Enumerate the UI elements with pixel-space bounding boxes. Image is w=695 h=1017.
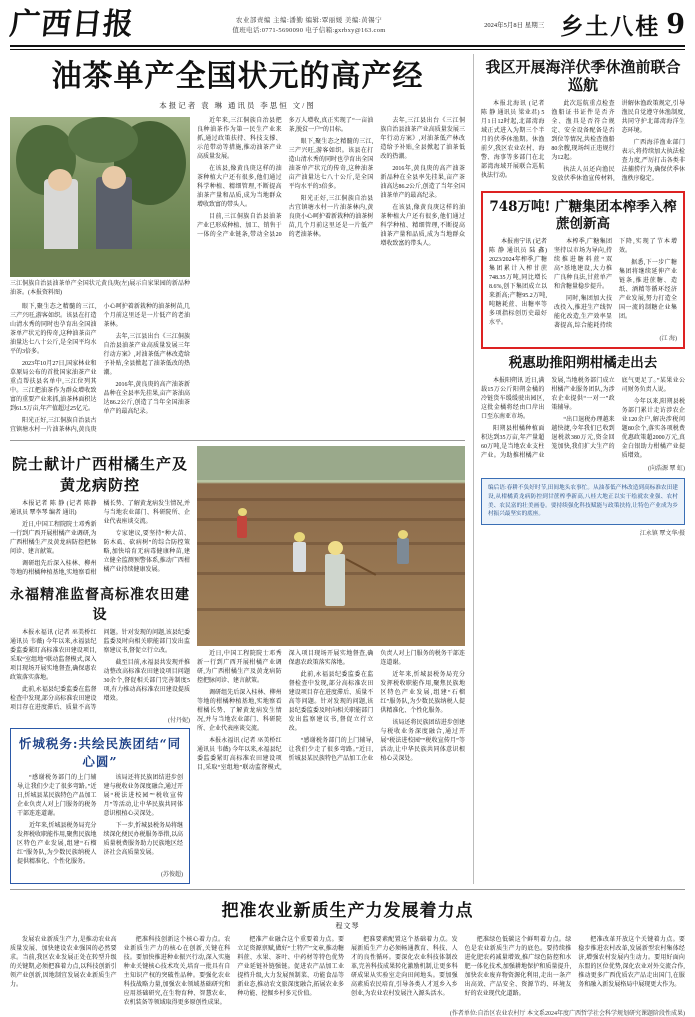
story3-para-1c: 此前,永福县纪委监委在监督检查中发现,部分高标准农田建设项目存在进度滞后、质量不高等问题。针对发现的问题,该县纪委监委及时向相关职能部门发出监察建议书,督促立行立改。 xyxy=(288,671,374,732)
editor-note xyxy=(481,478,685,526)
orange-headline: 税惠助推阳朔柑橘走出去 xyxy=(508,354,658,371)
lead-para-6: 在该县,像黄良庚这样的油茶种植大户还有很多,他们通过科学种植、精细管理,不断提高油茶产量和品质,成为当地群众增收致富的带头人。 xyxy=(197,166,282,208)
story3-para-0: 本报永福讯 (记者 巫美桥红 通讯员 韦薇) 今年以来,永福县纪委监委紧盯高标准农田建设项目,采取“室组地”联动监督模式,深入项目现场开展实地督查,确保惠农政策落实落地。 xyxy=(10,629,97,681)
bottom-headline: 把准农业新质生产力发展着力点 xyxy=(221,900,474,921)
lead-para-0: 眼下,聚生态之精髓的三江,三产兴旺,游客如织。该县在打造山清水秀的同时也孕育出全国油茶单产状元的传奇,这种油茶亩产油量达七八十公斤,是全国平均水平的3倍多。 xyxy=(10,303,97,355)
bottom-para-1: 把准科技创新这个核心着力点。农业新质生产力的核心在创新,关键在科技。要加快推进种业振兴行动,深入实施种业关键核心技术攻关,培育一批具有自主知识产权的突破性品种。要强化农业科技战略力量,加强农业领域基础研究和应用基础研究,在生物育种、智慧农业、农机装备等领域取得更多原创性成果。 xyxy=(123,936,231,1006)
lead-para-2: 阳光正好,三江侗族自治县古宜镇塘水村一片油茶林内,黄良庚小心呵护着新栽种的油茶树苗,几个月前这里还是一片低产的老油茶林。 xyxy=(10,303,190,433)
story4-para-2c: 该局还将民族团结进步创建与税收业务深度融合,通过开展“税法进校园”“税收宣传月”等活动,让中华民族共同体意识根植心灵深处。 xyxy=(380,719,465,762)
orange-credit: (向浩源 覃 虹) xyxy=(648,465,685,472)
field-photo xyxy=(197,446,465,646)
marine-headline: 我区开展海洋伏季休渔前联合巡航 xyxy=(485,57,681,95)
story4-box xyxy=(10,728,190,884)
story4-para-0c: “感谢税务部门的上门辅导,让我们少走了很多弯路。”近日,忻城县某民族特色产品加工企业负责人对上门服务的税务干部连连道谢。 xyxy=(288,650,465,762)
story4-para-0: “感谢税务部门的上门辅导,让我们少走了很多弯路。”近日,忻城县某民族特色产品加工企业负责人对上门服务的税务干部连连道谢。 xyxy=(17,774,97,817)
lead-photo-caption: 三江侗族自治县油茶单产全国状元黄良庚(左)展示自家果园的新品种油茶。(本报资料图) xyxy=(10,281,190,297)
lead-para-1: 2023年10月27日,国家林业和草原局公布的首批国家油茶产业重点帮扶县名单中,三江位列其中。三江把油茶作为群众增收致富的重要产业来抓,油茶林面积达到61.5万亩,年产值超过25亿元。 xyxy=(10,360,97,412)
worker-2 xyxy=(293,542,306,572)
masthead-credits xyxy=(134,6,484,37)
right-column xyxy=(473,54,685,884)
sugar-para-2: 同时,集团加大技改投入,推进生产线智能化改造,生产效率显著提高,综合能耗持续下降,实现了节本增效。 xyxy=(554,238,677,329)
lead-headline: 油茶单产全国状元的高产经 xyxy=(51,58,424,94)
paper-logo xyxy=(10,6,134,40)
lead-para-4: 2016年,黄良庚的高产油茶新品种在全县率先挂果,亩产茶油高达86.2公斤,创造了当年全国油茶单产的最高纪录。 xyxy=(103,381,190,415)
bottom-para-0: 发展农业新质生产力,是推动农业高质量发展、加快建设农业强国的必然要求。当前,我区农业发展正处在转型升级的关键期,必须把准着力点,以科技创新引领产业创新,因地制宜发展农业新质生产力。 xyxy=(10,936,117,988)
lead-byline: 本报记者 袁 琳 通讯员 李思恒 文/图 xyxy=(159,101,316,110)
lead-para-5: 近年来,三江侗族自治县把良种油茶作为第一民生产业来抓,通过政策扶持、科技支撑、示范带动等措施,推动油茶产业高质量发展。 xyxy=(197,118,282,160)
story3-para-2: 截至目前,永福县共发现并推动整改高标准农田建设项目问题30余个,督促相关部门完善制度5项,有力推动高标准农田建设提质增效。 xyxy=(103,659,190,702)
marine-para-3: 广西海洋渔业部门表示,将持续加大执法检查力度,严厉打击各类非法捕捞行为,确保伏季休渔秩序稳定。 xyxy=(621,140,685,182)
masthead xyxy=(10,0,685,43)
bottom-author: 程文琴 xyxy=(335,921,360,930)
story4-para-1: 近年来,忻城县税务局充分发挥税收职能作用,聚焦民族地区特色产业发展,组建“石榴红”服务队,为少数民族纳税人提供精准化、个性化服务。 xyxy=(17,822,97,865)
story2-para-0c: 近日,中国工程院院士邓秀新一行到广西开展柑橘产业调研,为广西柑橘生产及黄龙病防控把脉问诊、建言献策。 xyxy=(197,650,282,684)
bottom-para-2: 把准产业融合这个重要着力点。要立足资源禀赋,做好“土特产”文章,推动糖料蔗、水果、茶叶、中药材等特色优势产业延链补链强链。促进农产品加工业提档升级,大力发展预制菜、功能食品等新业态,推动农文旅深度融合,拓展农业多种功能、挖掘乡村多元价值。 xyxy=(237,936,344,997)
issue-date: 2024年5月8日 星期三 xyxy=(484,22,545,29)
lead-body-left xyxy=(10,303,190,435)
story2-para-2: 专家建议,要坚持“种大苗、防木虱、砍病树”的综合防控策略,加快培育无病毒健康种苗,建立健全监测预警体系,推动广西柑橘产业持续健康发展。 xyxy=(103,530,190,573)
section-title: 乡土八桂 xyxy=(560,13,661,40)
worker-1 xyxy=(237,516,247,538)
sugar-credit: (江 海) xyxy=(659,335,677,342)
lead-para-0b: 眼下,聚生态之精髓的三江,三产兴旺,游客如织。该县在打造山清水秀的同时也孕育出全国油茶单产状元的传奇,这种油茶亩产油量达七八十公斤,是全国平均水平的3倍多。 xyxy=(288,139,374,190)
story2-headline: 院士献计广西柑橘生产及黄龙病防控 xyxy=(11,454,188,494)
story3-para-1: 此前,永福县纪委监委在监督检查中发现,部分高标准农田建设项目存在进度滞后、质量不高等问题。针对发现的问题,该县纪委监委及时向相关职能部门发出监察建议书,督促立行立改。 xyxy=(10,629,190,711)
page-number: 9 xyxy=(666,9,685,40)
story2-para-0: 近日,中国工程院院士邓秀新一行到广西开展柑橘产业调研,为广西柑橘生产及黄龙病防控把脉问诊、建言献策。 xyxy=(10,521,97,555)
bottom-body xyxy=(10,936,685,1008)
marine-para-2: 执法人员还向渔民发放伏季休渔宣传材料,讲解休渔政策规定,引导渔民自觉遵守休渔制度,共同守护北部湾海洋生态环境。 xyxy=(551,101,685,182)
masthead-rule-thin xyxy=(10,49,685,50)
marine-para-1: 此次巡航重点检查渔船证书证件是否齐全、渔具是否符合规定、安全设备配备是否到位等情况,共检查渔船80余艘,现场纠正违规行为12起。 xyxy=(551,101,615,161)
editor-line-1: 农业部责编 主编:潘勤 编辑:覃丽媛 美编:黄锡宁 xyxy=(235,17,383,24)
story3-para-0c: 本报永福讯 (记者 巫美桥红 通讯员 韦薇) 今年以来,永福县纪委监委紧盯高标准农田建设项目,采取“室组地”联动监督模式,深入项目现场开展实地督查,确保惠农政策落实落地。 xyxy=(197,650,374,771)
editor-note-text: 编后语:春耕不负好时节,田间地头农事忙。从油茶低产林改造到高标准农田建设,从柑橘黄龙病防控到甘蔗榨季新高,八桂大地正以实干绘就农业强、农村美、农民富的壮美画卷。要持续强化科技赋能与政策扶持,让特色产业成为乡村振兴最坚实的底座。 xyxy=(488,484,678,518)
masthead-right xyxy=(484,6,685,41)
marine-para-0: 本报北海讯 (记者 陈 静 通讯员 梁业君) 5月1日12时起,北部湾海域正式进入为期三个半月的伏季休渔期。休渔前夕,我区农业农村、海警、海事等多部门在北部湾海域开展联合巡航执法行动。 xyxy=(481,101,545,179)
story4-para-3: 下一步,忻城县税务局将继续深化便民办税服务举措,以高质量税费服务助力民族地区经济社会高质量发展。 xyxy=(103,822,184,856)
story3-headline: 永福精准监督高标准农田建设 xyxy=(10,586,190,623)
sugar-body xyxy=(489,238,677,331)
marine-body xyxy=(481,100,685,185)
story4-para-1c: 近年来,忻城县税务局充分发挥税收职能作用,聚焦民族地区特色产业发展,组建“石榴红”服务队,为少数民族纳税人提供精准化、个性化服务。 xyxy=(380,671,465,714)
sugar-para-0: 本报南宁讯 (记者 陈 静 通讯员 陆 鑫) 2023/2024年榨季,广糖集团累计入榨甘蔗748.35万吨,同比增长8.6%,创下集团成立以来新高;产糖95.2万吨,吨糖耗蔗、出糖率等多项指标创历史最好水平。 xyxy=(489,238,547,326)
story4-body xyxy=(17,774,183,867)
lead-para-2b: 阳光正好,三江侗族自治县古宜镇塘水村一片油茶林内,黄良庚小心呵护着新栽种的油茶树苗,几个月前这里还是一片低产的老油茶林。 xyxy=(288,196,374,238)
editor-note-sign: 江永镇 覃文华/摄 xyxy=(639,531,685,538)
lead-body-right xyxy=(197,117,465,249)
story3-credit: (付丹妮) xyxy=(168,717,190,724)
bottom-section xyxy=(10,889,685,1017)
story4-para-2: 该局还将民族团结进步创建与税收业务深度融合,通过开展“税法进校园”“税收宣传月”等活动,让中华民族共同体意识根植心灵深处。 xyxy=(103,774,184,817)
bottom-para-3: 把准要素配置这个基础着力点。发展新质生产力必须畅通教育、科技、人才的良性循环。要深化农业科技体制改革,完善科技成果转化激励机制,让更多科研成果从实验室走向田间地头。要加强高素质农民培育,引导各类人才返乡入乡创业,为农业农村发展注入源头活水。 xyxy=(350,936,458,997)
lead-photo xyxy=(10,117,190,277)
story2-byline: 本报记者 陈 静 (记者 陈静 通讯员 覃李琴 编者 通讯) xyxy=(10,500,97,516)
lead-para-4b: 2016年,黄良庚的高产油茶新品种在全县率先挂果,亩产茶油高达86.2公斤,创造了当年全国油茶单产的最高纪录。 xyxy=(380,166,465,199)
worker-4 xyxy=(397,538,409,564)
orange-para-0: 本报阳朔讯 近日,满载15万公斤阳朔金橘的冷链货车缓缓驶出园区,这批金橘将经由口岸出口至东南亚市场。 xyxy=(481,377,545,420)
left-divider-1 xyxy=(10,440,465,441)
orange-para-1: 阳朔县柑橘种植面积达到35万亩,年产量超60万吨,是当地农业支柱产业。为助推柑橘产业发展,当地税务部门成立柑橘产业服务团队,为涉农企业提供“一对一”政策辅导。 xyxy=(481,377,615,459)
lead-para-7: 目前,三江侗族自治县油茶产业已形成种植、加工、销售于一体的全产业链条,带动全县20多万人增收,真正实现了“一亩油茶,脱贫一户”的目标。 xyxy=(197,118,374,238)
orange-para-2: “出口退税办理越来越快捷,今年我们已收到退税款380万元,资金回笼加快,我们扩大生产的底气更足了。”某果业公司财务负责人说。 xyxy=(551,377,685,450)
story4-headline: 忻城税务:共绘民族团结“同心圆” xyxy=(18,735,182,769)
story2-para-1: 调研组先后深入桂林、柳州等地的柑橘种植基地,实地察看柑橘长势、了解黄龙病发生情况,并与当地农业部门、科研院所、企业代表座谈交流。 xyxy=(10,500,190,576)
lead-para-3: 去年,三江县出台《三江侗族自治县油茶产业高质量发展三年行动方案》,对油茶低产林改造给予补贴,全县掀起了油茶低改的热潮。 xyxy=(103,333,190,376)
story4-credit: (苏俊超) xyxy=(161,871,183,878)
bottom-para-4: 把准绿色低碳这个鲜明着力点。绿色是农业新质生产力的底色。要持续推进化肥农药减量增效,推广绿色防控和水肥一体化技术,加强耕地保护和质量提升,加快农业废弃物资源化利用,走出一条产出高效、产品安全、资源节约、环境友好的农业现代化道路。 xyxy=(464,936,572,997)
sugar-para-1: 本榨季,广糖集团坚持以市场为导向,持续推进糖料蔗“双高”基地建设,大力推广良种良法,甘蔗单产和含糖量稳步提升。 xyxy=(554,238,612,290)
worker-3 xyxy=(325,554,345,606)
bottom-para-5: 把准改革开放这个关键着力点。要稳步推进农村改革,发展新型农村集体经济,增强农村发展内生动力。要用好面向东盟的区位优势,深化农业对外交流合作,推动更多广西优质农产品走出国门,在服务和融入新发展格局中展现更大作为。 xyxy=(578,936,685,988)
left-column xyxy=(10,54,465,884)
masthead-rule-thick xyxy=(10,45,685,47)
story2-body xyxy=(10,500,190,578)
field-photo-sidebody xyxy=(197,650,465,773)
sugar-headline: 748万吨! 广糖集团本榨季入榨蔗创新高 xyxy=(489,199,677,232)
story2-para-1c: 调研组先后深入桂林、柳州等地的柑橘种植基地,实地察看柑橘长势、了解黄龙病发生情况,并与当地农业部门、科研院所、企业代表座谈交流。 xyxy=(197,689,282,732)
sugar-para-3: 据悉,下一步广糖集团将继续延伸产业链条,推进蔗糖、造纸、酒精等循环经济产业发展,努力打造全国一流的制糖企业集团。 xyxy=(619,259,677,320)
bottom-credit: (作者单位:自治区农业农村厅 本文系2024年度广西哲学社会科学规划研究课题阶段性成果) xyxy=(449,1010,685,1017)
lead-para-3b: 去年,三江县出台《三江侗族自治县油茶产业高质量发展三年行动方案》,对油茶低产林改造给予补贴,全县掀起了油茶低改的热潮。 xyxy=(380,118,465,160)
sugar-story-box xyxy=(481,191,685,349)
page-columns xyxy=(10,54,685,884)
lead-para-6b: 在该县,像黄良庚这样的油茶种植大户还有很多,他们通过科学种植、精细管理,不断提高油茶产量和品质,成为当地群众增收致富的带头人。 xyxy=(380,205,465,247)
editor-line-2: 值班电话:0771-5690090 电子信箱:gxrbxy@163.com xyxy=(232,27,386,35)
paper-name: 广西日报 xyxy=(8,7,136,42)
orange-para-3: 今年以来,阳朔县税务部门累计走访涉农企业120余户,解决涉税问题80余个,落实各项税费优惠政策超2000万元,真金白银助力柑橘产业提质增效。 xyxy=(621,398,685,459)
orange-body xyxy=(481,377,685,461)
story3-body xyxy=(10,629,190,713)
